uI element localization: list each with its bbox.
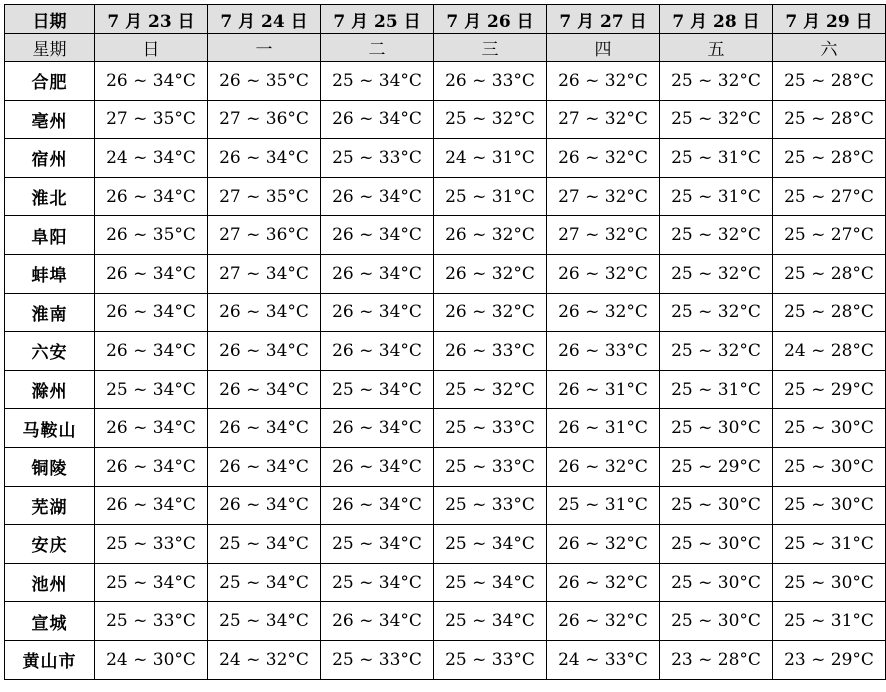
temperature-cell: 27 ~ 35°C <box>208 177 321 216</box>
city-name-cell: 马鞍山 <box>5 409 95 448</box>
temperature-cell: 26 ~ 34°C <box>95 177 208 216</box>
temperature-cell: 25 ~ 28°C <box>773 254 886 293</box>
table-row <box>5 293 886 332</box>
date-cell: 7 月 29 日 <box>773 5 886 34</box>
temperature-cell: 27 ~ 34°C <box>208 254 321 293</box>
temperature-cell: 25 ~ 31°C <box>547 486 660 525</box>
temperature-cell: 24 ~ 33°C <box>547 640 660 679</box>
temperature-cell: 26 ~ 34°C <box>95 447 208 486</box>
temperature-cell: 24 ~ 28°C <box>773 332 886 371</box>
temperature-cell: 25 ~ 30°C <box>773 447 886 486</box>
temperature-cell: 25 ~ 28°C <box>773 100 886 139</box>
date-label-cell: 日期 <box>5 5 95 34</box>
temperature-cell: 26 ~ 32°C <box>434 216 547 255</box>
temperature-cell: 25 ~ 32°C <box>660 293 773 332</box>
temperature-cell: 25 ~ 31°C <box>434 177 547 216</box>
temperature-cell: 25 ~ 34°C <box>321 563 434 602</box>
temperature-cell: 25 ~ 30°C <box>773 409 886 448</box>
temperature-cell: 23 ~ 29°C <box>773 640 886 679</box>
weekday-cell: 三 <box>434 34 547 62</box>
temperature-cell: 27 ~ 32°C <box>547 100 660 139</box>
temperature-cell: 25 ~ 27°C <box>773 177 886 216</box>
weekday-cell: 六 <box>773 34 886 62</box>
temperature-cell: 26 ~ 33°C <box>434 62 547 101</box>
temperature-cell: 26 ~ 32°C <box>547 602 660 641</box>
temperature-cell: 26 ~ 34°C <box>208 486 321 525</box>
temperature-cell: 25 ~ 32°C <box>660 100 773 139</box>
temperature-cell: 25 ~ 34°C <box>208 602 321 641</box>
temperature-cell: 25 ~ 32°C <box>660 332 773 371</box>
temperature-cell: 25 ~ 31°C <box>773 602 886 641</box>
table-row <box>5 332 886 371</box>
weekday-cell: 四 <box>547 34 660 62</box>
temperature-cell: 25 ~ 30°C <box>660 486 773 525</box>
temperature-cell: 26 ~ 34°C <box>95 332 208 371</box>
temperature-cell: 25 ~ 34°C <box>321 525 434 564</box>
city-name-cell: 安庆 <box>5 525 95 564</box>
city-name-cell: 芜湖 <box>5 486 95 525</box>
table-body <box>5 62 886 680</box>
temperature-cell: 26 ~ 34°C <box>321 409 434 448</box>
temperature-cell: 25 ~ 30°C <box>660 409 773 448</box>
temperature-cell: 26 ~ 32°C <box>547 254 660 293</box>
table-row <box>5 486 886 525</box>
table-row <box>5 139 886 178</box>
table-row <box>5 602 886 641</box>
city-name-cell: 阜阳 <box>5 216 95 255</box>
temperature-cell: 25 ~ 27°C <box>773 216 886 255</box>
table-row <box>5 370 886 409</box>
temperature-cell: 25 ~ 31°C <box>660 177 773 216</box>
temperature-cell: 25 ~ 34°C <box>208 563 321 602</box>
table-row <box>5 447 886 486</box>
temperature-cell: 26 ~ 32°C <box>434 254 547 293</box>
temperature-cell: 27 ~ 36°C <box>208 216 321 255</box>
temperature-cell: 26 ~ 34°C <box>321 486 434 525</box>
temperature-cell: 26 ~ 32°C <box>547 563 660 602</box>
temperature-cell: 26 ~ 34°C <box>208 409 321 448</box>
temperature-cell: 26 ~ 34°C <box>95 254 208 293</box>
temperature-cell: 25 ~ 30°C <box>660 602 773 641</box>
city-name-cell: 淮南 <box>5 293 95 332</box>
temperature-cell: 26 ~ 34°C <box>208 332 321 371</box>
temperature-cell: 25 ~ 33°C <box>95 525 208 564</box>
temperature-cell: 26 ~ 34°C <box>95 62 208 101</box>
table-row <box>5 100 886 139</box>
temperature-cell: 26 ~ 32°C <box>547 139 660 178</box>
city-name-cell: 宣城 <box>5 602 95 641</box>
temperature-cell: 26 ~ 34°C <box>321 293 434 332</box>
date-cell: 7 月 25 日 <box>321 5 434 34</box>
temperature-cell: 25 ~ 33°C <box>434 447 547 486</box>
temperature-cell: 25 ~ 31°C <box>660 139 773 178</box>
temperature-cell: 26 ~ 33°C <box>547 332 660 371</box>
temperature-cell: 25 ~ 33°C <box>321 640 434 679</box>
city-name-cell: 合肥 <box>5 62 95 101</box>
temperature-cell: 27 ~ 32°C <box>547 216 660 255</box>
temperature-cell: 25 ~ 33°C <box>434 409 547 448</box>
temperature-cell: 24 ~ 32°C <box>208 640 321 679</box>
temperature-cell: 26 ~ 34°C <box>208 370 321 409</box>
weekday-cell: 一 <box>208 34 321 62</box>
temperature-cell: 25 ~ 34°C <box>434 602 547 641</box>
temperature-cell: 25 ~ 34°C <box>95 370 208 409</box>
temperature-cell: 24 ~ 34°C <box>95 139 208 178</box>
temperature-cell: 26 ~ 34°C <box>95 486 208 525</box>
table-row <box>5 525 886 564</box>
city-name-cell: 池州 <box>5 563 95 602</box>
temperature-cell: 23 ~ 28°C <box>660 640 773 679</box>
temperature-cell: 24 ~ 30°C <box>95 640 208 679</box>
temperature-cell: 25 ~ 34°C <box>321 62 434 101</box>
temperature-cell: 26 ~ 32°C <box>547 293 660 332</box>
temperature-cell: 26 ~ 32°C <box>547 447 660 486</box>
weekday-label-cell: 星期 <box>5 34 95 62</box>
date-cell: 7 月 23 日 <box>95 5 208 34</box>
temperature-cell: 26 ~ 34°C <box>95 293 208 332</box>
temperature-cell: 25 ~ 30°C <box>773 486 886 525</box>
city-name-cell: 滁州 <box>5 370 95 409</box>
city-name-cell: 亳州 <box>5 100 95 139</box>
temperature-cell: 25 ~ 31°C <box>773 525 886 564</box>
temperature-cell: 26 ~ 35°C <box>208 62 321 101</box>
weekday-cell: 五 <box>660 34 773 62</box>
weekday-cell: 日 <box>95 34 208 62</box>
temperature-cell: 25 ~ 28°C <box>773 293 886 332</box>
table-row <box>5 177 886 216</box>
temperature-cell: 25 ~ 31°C <box>660 370 773 409</box>
temperature-cell: 25 ~ 32°C <box>434 100 547 139</box>
city-name-cell: 六安 <box>5 332 95 371</box>
temperature-cell: 26 ~ 34°C <box>321 100 434 139</box>
temperature-cell: 26 ~ 34°C <box>208 293 321 332</box>
temperature-cell: 25 ~ 29°C <box>660 447 773 486</box>
temperature-cell: 25 ~ 33°C <box>321 139 434 178</box>
temperature-cell: 26 ~ 32°C <box>547 525 660 564</box>
table-row <box>5 254 886 293</box>
weather-forecast-table <box>4 4 886 680</box>
table-row <box>5 216 886 255</box>
temperature-cell: 24 ~ 31°C <box>434 139 547 178</box>
temperature-cell: 26 ~ 34°C <box>321 332 434 371</box>
temperature-cell: 25 ~ 34°C <box>434 563 547 602</box>
temperature-cell: 26 ~ 34°C <box>321 602 434 641</box>
temperature-cell: 25 ~ 30°C <box>773 563 886 602</box>
temperature-cell: 26 ~ 33°C <box>434 332 547 371</box>
date-cell: 7 月 26 日 <box>434 5 547 34</box>
temperature-cell: 26 ~ 32°C <box>434 293 547 332</box>
table-row <box>5 640 886 679</box>
temperature-cell: 26 ~ 34°C <box>321 447 434 486</box>
temperature-cell: 25 ~ 32°C <box>660 216 773 255</box>
temperature-cell: 26 ~ 34°C <box>321 216 434 255</box>
temperature-cell: 25 ~ 28°C <box>773 139 886 178</box>
temperature-cell: 25 ~ 34°C <box>434 525 547 564</box>
temperature-cell: 25 ~ 28°C <box>773 62 886 101</box>
temperature-cell: 25 ~ 33°C <box>434 640 547 679</box>
city-name-cell: 黄山市 <box>5 640 95 679</box>
city-name-cell: 蚌埠 <box>5 254 95 293</box>
temperature-cell: 25 ~ 32°C <box>434 370 547 409</box>
temperature-cell: 26 ~ 31°C <box>547 370 660 409</box>
date-header-row <box>5 5 886 34</box>
table-row <box>5 563 886 602</box>
date-cell: 7 月 27 日 <box>547 5 660 34</box>
temperature-cell: 27 ~ 32°C <box>547 177 660 216</box>
temperature-cell: 26 ~ 34°C <box>208 447 321 486</box>
temperature-cell: 25 ~ 34°C <box>95 563 208 602</box>
temperature-cell: 25 ~ 32°C <box>660 62 773 101</box>
temperature-cell: 26 ~ 34°C <box>208 139 321 178</box>
temperature-cell: 25 ~ 34°C <box>208 525 321 564</box>
temperature-cell: 25 ~ 32°C <box>660 254 773 293</box>
temperature-cell: 25 ~ 29°C <box>773 370 886 409</box>
temperature-cell: 26 ~ 35°C <box>95 216 208 255</box>
temperature-cell: 25 ~ 33°C <box>95 602 208 641</box>
table-row <box>5 62 886 101</box>
temperature-cell: 26 ~ 32°C <box>547 62 660 101</box>
temperature-cell: 26 ~ 34°C <box>95 409 208 448</box>
weekday-cell: 二 <box>321 34 434 62</box>
temperature-cell: 26 ~ 34°C <box>321 177 434 216</box>
weekday-header-row <box>5 34 886 62</box>
temperature-cell: 25 ~ 30°C <box>660 563 773 602</box>
city-name-cell: 宿州 <box>5 139 95 178</box>
date-cell: 7 月 28 日 <box>660 5 773 34</box>
city-name-cell: 铜陵 <box>5 447 95 486</box>
date-cell: 7 月 24 日 <box>208 5 321 34</box>
temperature-cell: 25 ~ 34°C <box>321 370 434 409</box>
temperature-cell: 27 ~ 35°C <box>95 100 208 139</box>
table-row <box>5 409 886 448</box>
temperature-cell: 25 ~ 33°C <box>434 486 547 525</box>
temperature-cell: 27 ~ 36°C <box>208 100 321 139</box>
city-name-cell: 淮北 <box>5 177 95 216</box>
temperature-cell: 25 ~ 30°C <box>660 525 773 564</box>
temperature-cell: 26 ~ 34°C <box>321 254 434 293</box>
temperature-cell: 26 ~ 31°C <box>547 409 660 448</box>
